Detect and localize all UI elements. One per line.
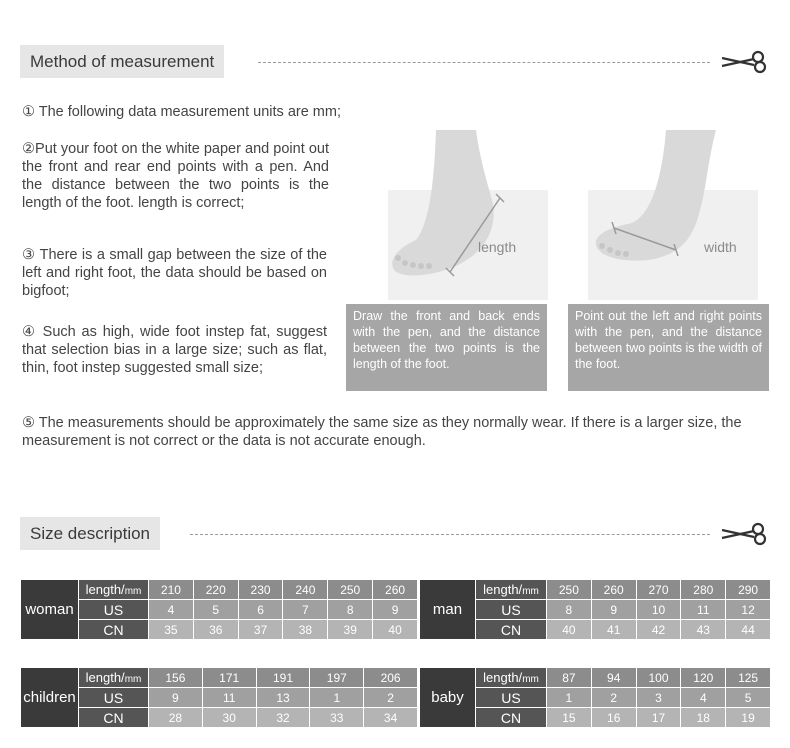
length-header: length/mm: [79, 668, 149, 688]
us-cell: 4: [681, 688, 726, 708]
us-cell: 11: [202, 688, 256, 708]
cn-cell: 42: [636, 620, 681, 640]
caption-length: Draw the front and back ends with the pen, and the distance between the two points is the length of the foot.: [346, 304, 547, 391]
group-label: woman: [21, 580, 79, 640]
instruction-4: ④ Such as high, wide foot instep fat, suggest that selection bias in a large size; such as flat, thin, foot instep suggested small size;: [22, 324, 327, 376]
cn-header: CN: [79, 620, 149, 640]
length-header: length/mm: [476, 580, 547, 600]
man-size-table: [419, 579, 771, 640]
size-section-title: Size description: [20, 517, 160, 550]
length-cell: 206: [364, 668, 418, 688]
length-header: length/mm: [79, 580, 149, 600]
length-cell: 240: [283, 580, 328, 600]
us-cell: 8: [547, 600, 592, 620]
cn-cell: 18: [681, 708, 726, 728]
instruction-5: ⑤ The measurements should be approximately the same size as they normally wear. If there is a larger size, the measurement is not correct or the data is not accurate enough.: [22, 415, 742, 449]
baby-size-table: [419, 667, 771, 728]
length-label: length: [478, 239, 517, 255]
us-header: US: [79, 688, 149, 708]
cn-header: CN: [79, 708, 149, 728]
us-cell: 2: [364, 688, 418, 708]
length-cell: 230: [238, 580, 283, 600]
length-cell: 280: [681, 580, 726, 600]
cn-cell: 44: [726, 620, 771, 640]
group-label: baby: [420, 668, 476, 728]
length-cell: 260: [591, 580, 636, 600]
cn-cell: 16: [591, 708, 636, 728]
us-cell: 7: [283, 600, 328, 620]
length-cell: 156: [149, 668, 203, 688]
instruction-1: ① The following data measurement units are mm;: [22, 104, 341, 120]
us-cell: 9: [373, 600, 418, 620]
cn-cell: 35: [149, 620, 194, 640]
caption-width: Point out the left and right points with the pen, and the distance between two points is the width of the foot.: [568, 304, 769, 391]
length-cell: 210: [149, 580, 194, 600]
cn-cell: 19: [726, 708, 771, 728]
cn-cell: 39: [328, 620, 373, 640]
us-cell: 4: [149, 600, 194, 620]
us-header: US: [79, 600, 149, 620]
cn-cell: 28: [149, 708, 203, 728]
us-cell: 3: [636, 688, 681, 708]
woman-size-table: [20, 579, 418, 640]
scissors-icon: [720, 50, 768, 74]
us-header: US: [476, 688, 547, 708]
cn-header: CN: [476, 620, 547, 640]
cn-cell: 17: [636, 708, 681, 728]
cn-cell: 40: [373, 620, 418, 640]
length-cell: 191: [256, 668, 310, 688]
us-cell: 8: [328, 600, 373, 620]
us-cell: 1: [310, 688, 364, 708]
dashed-divider: [258, 62, 710, 63]
length-cell: 100: [636, 668, 681, 688]
length-cell: 120: [681, 668, 726, 688]
cn-cell: 30: [202, 708, 256, 728]
cn-cell: 37: [238, 620, 283, 640]
us-cell: 1: [547, 688, 592, 708]
length-cell: 220: [193, 580, 238, 600]
instruction-3: ③ There is a small gap between the size of the left and right foot, the data should be based on bigfoot;: [22, 247, 327, 299]
us-cell: 12: [726, 600, 771, 620]
length-cell: 171: [202, 668, 256, 688]
group-label: children: [21, 668, 79, 728]
cn-cell: 32: [256, 708, 310, 728]
length-cell: 260: [373, 580, 418, 600]
cn-cell: 34: [364, 708, 418, 728]
scissors-icon: [720, 522, 768, 546]
cn-header: CN: [476, 708, 547, 728]
length-cell: 250: [547, 580, 592, 600]
us-cell: 9: [591, 600, 636, 620]
us-cell: 9: [149, 688, 203, 708]
cn-cell: 36: [193, 620, 238, 640]
length-cell: 290: [726, 580, 771, 600]
width-label: width: [704, 239, 737, 255]
cn-cell: 15: [547, 708, 592, 728]
measurement-section-title: Method of measurement: [20, 45, 224, 78]
cn-cell: 40: [547, 620, 592, 640]
us-cell: 2: [591, 688, 636, 708]
foot-width-illustration: [588, 130, 758, 300]
us-cell: 6: [238, 600, 283, 620]
length-cell: 125: [726, 668, 771, 688]
cn-cell: 33: [310, 708, 364, 728]
us-cell: 11: [681, 600, 726, 620]
us-cell: 5: [193, 600, 238, 620]
dashed-divider: [190, 534, 710, 535]
us-cell: 10: [636, 600, 681, 620]
length-cell: 197: [310, 668, 364, 688]
us-cell: 5: [726, 688, 771, 708]
cn-cell: 38: [283, 620, 328, 640]
length-cell: 94: [591, 668, 636, 688]
foot-length-illustration: [388, 130, 548, 300]
children-size-table: [20, 667, 418, 728]
length-header: length/mm: [476, 668, 547, 688]
cn-cell: 43: [681, 620, 726, 640]
length-cell: 87: [547, 668, 592, 688]
us-header: US: [476, 600, 547, 620]
us-cell: 13: [256, 688, 310, 708]
instruction-2: ②Put your foot on the white paper and point out the front and rear end points with a pen. And the distance between the two points is the length of the foot. length is correct;: [22, 141, 329, 211]
cn-cell: 41: [591, 620, 636, 640]
length-cell: 250: [328, 580, 373, 600]
length-cell: 270: [636, 580, 681, 600]
group-label: man: [420, 580, 476, 640]
